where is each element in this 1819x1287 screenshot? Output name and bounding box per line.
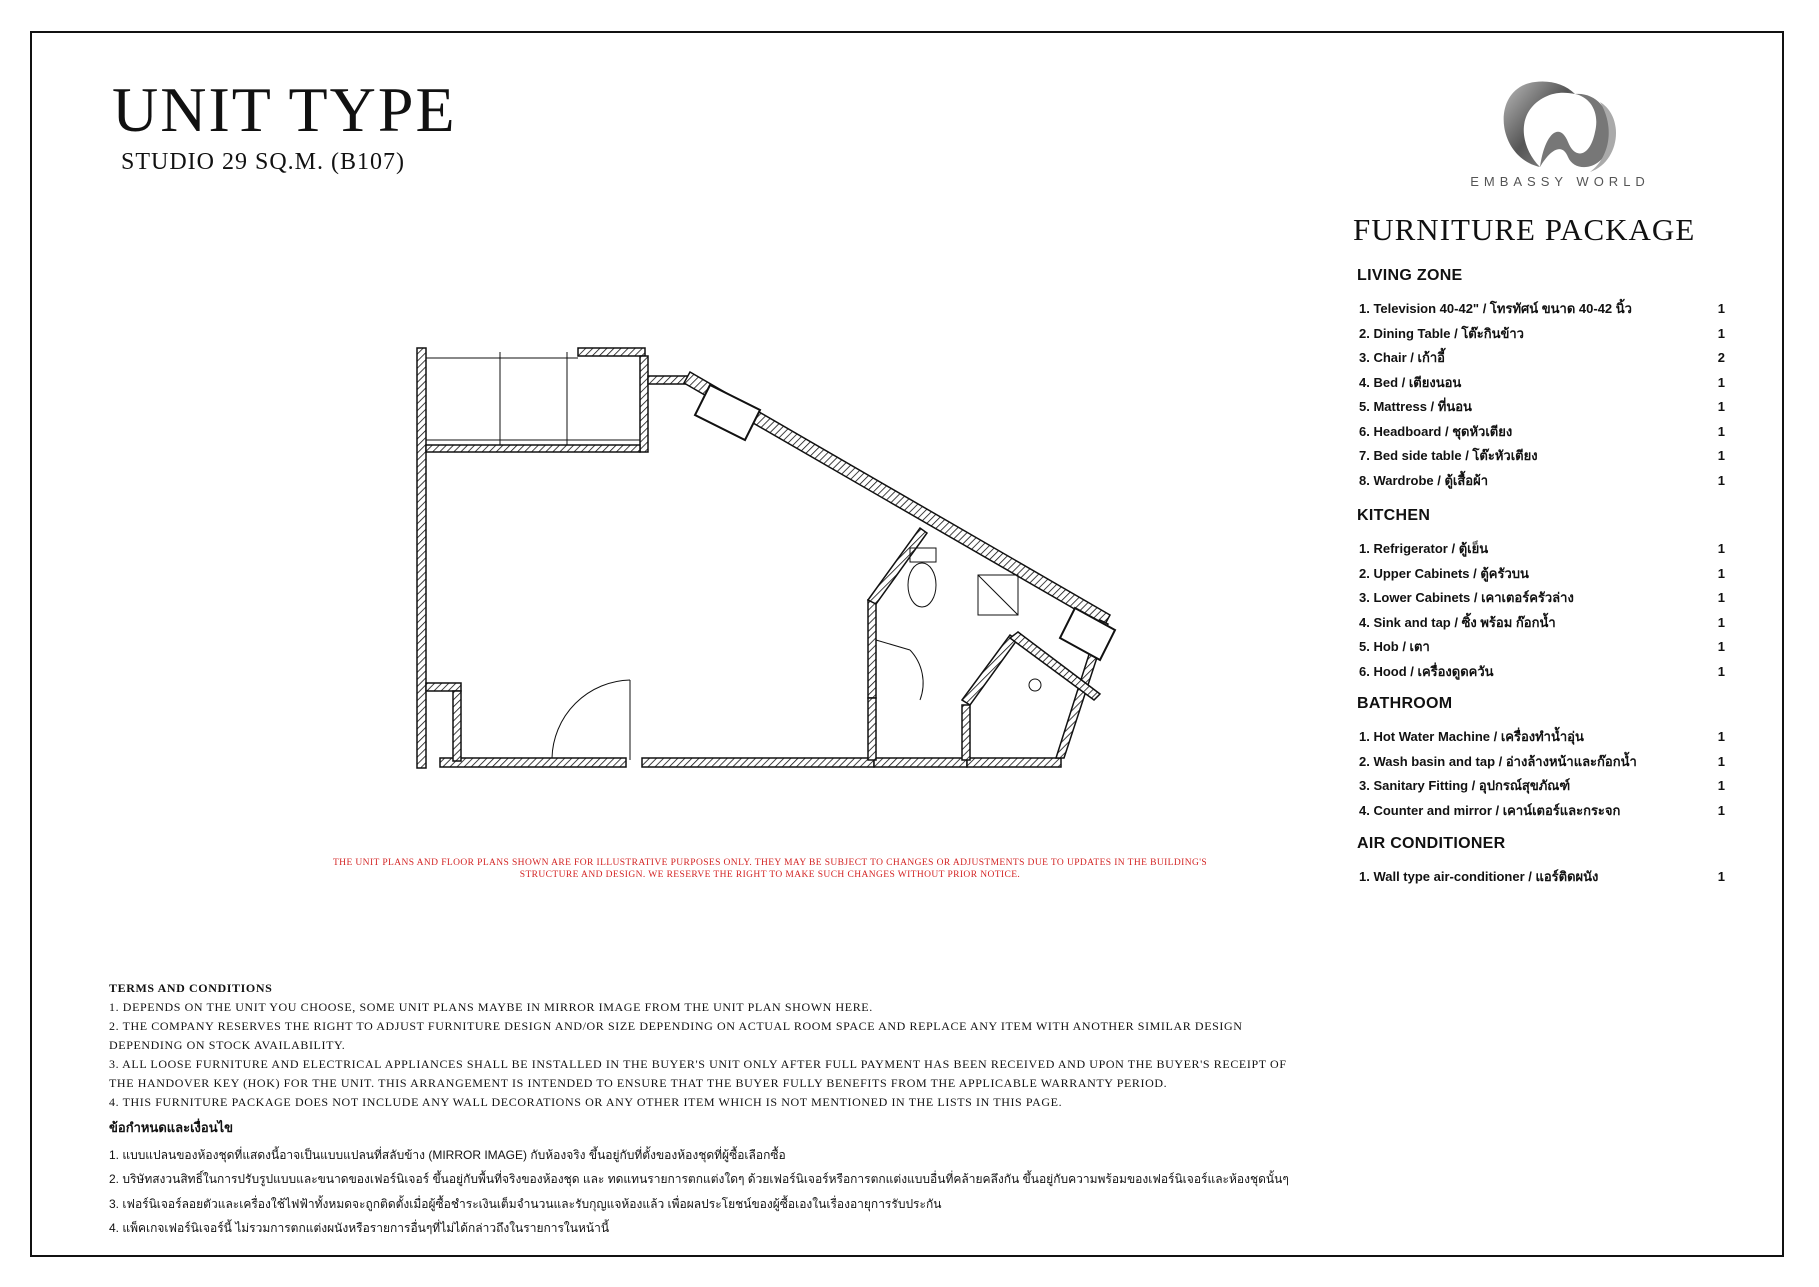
floor-plan-drawing (400, 330, 1160, 780)
terms-thai-item: 4. แพ็คเกจเฟอร์นิเจอร์นี้ ไม่รวมการตกแต่งผนังหรือรายการอื่นๆที่ไม่ได้กล่าวถึงในรายการในหน้านี้ (109, 1221, 610, 1235)
terms-item: 3. ALL LOOSE FURNITURE AND ELECTRICAL APPLIANCES SHALL BE INSTALLED IN THE BUYER'S UNIT ONLY AFTER FULL PAYMENT HAS BEEN RECEIVED AND UPON THE BUYER'S RECEIPT OF THE HANDOVER KEY (HOK) FOR THE UNIT. THIS ARRANGEMENT IS INTENDED TO ENSURE THAT THE BUYER FULLY BENEFITS FROM THE APPLICABLE WARRANTY PERIOD. (109, 1057, 1287, 1090)
logo-text: EMBASSY WORLD (1470, 174, 1650, 189)
terms-thai-heading: ข้อกำหนดและเงื่อนไข (109, 1120, 234, 1135)
unit-subtitle: STUDIO 29 SQ.M. (B107) (121, 149, 406, 175)
list-item: 2. Upper Cabinets / ตู้ครัวบน 1 (1359, 565, 1725, 581)
list-item: 6. Headboard / ชุดหัวเตียง 1 (1359, 423, 1725, 439)
list-item: 2. Wash basin and tap / อ่างล้างหน้าและก๊อกน้ำ 1 (1359, 753, 1725, 769)
list-item: 4. Counter and mirror / เคาน์เตอร์และกระจก 1 (1359, 802, 1725, 818)
terms-thai-item: 2. บริษัทสงวนสิทธิ์ในการปรับรูปแบบและขนาดของเฟอร์นิเจอร์ ขึ้นอยู่กับพื้นที่จริงของห้องชุด และ ทดแทนรายการตกแต่งใดๆ ด้วยเฟอร์นิเจอร์หรือการตกแต่งแบบอื่นที่คล้ายคลึงกัน ขึ้นอยู่กับความพร้อมของเฟอร์นิเจอร์และห้องชุดนั้นๆ (109, 1172, 1289, 1186)
kitchen-heading: KITCHEN (1357, 507, 1431, 524)
terms-thai-item: 1. แบบแปลนของห้องชุดที่แสดงนี้อาจเป็นแบบแปลนที่สลับข้าง (MIRROR IMAGE) กับห้องจริง ขึ้นอยู่กับที่ตั้งของห้องชุดที่ผู้ซื้อเลือกซื้อ (109, 1147, 786, 1162)
terms-item: 4. THIS FURNITURE PACKAGE DOES NOT INCLUDE ANY WALL DECORATIONS OR ANY OTHER ITEM WHICH IS NOT MENTIONED IN THE LISTS IN THIS PAGE. (109, 1095, 1063, 1109)
terms-thai (109, 1116, 1359, 1241)
list-item: 5. Hob / เตา 1 (1359, 639, 1725, 654)
list-item: 2. Dining Table / โต๊ะกินข้าว 1 (1359, 325, 1725, 341)
list-item: 3. Sanitary Fitting / อุปกรณ์สุขภัณฑ์ 1 (1359, 778, 1725, 793)
list-item: 5. Mattress / ที่นอน 1 (1359, 399, 1725, 414)
terms-thai-item: 3. เฟอร์นิเจอร์ลอยตัวและเครื่องใช้ไฟฟ้าทั้งหมดจะถูกติดตั้งเมื่อผู้ซื้อชำระเงินเต็มจำนวนและรับกุญแจห้องแล้ว เพื่อผลประโยชน์ของผู้ซื้อเองในเรื่องอายุการรับประกัน (109, 1196, 942, 1211)
air-conditioner-heading: AIR CONDITIONER (1357, 835, 1506, 852)
list-item: 7. Bed side table / โต๊ะหัวเตียง 1 (1359, 448, 1725, 463)
terms-and-conditions (109, 979, 1309, 1112)
bathroom-heading: BATHROOM (1357, 695, 1453, 712)
list-item: 8. Wardrobe / ตู้เสื้อผ้า 1 (1359, 472, 1725, 488)
list-item: 3. Chair / เก้าอี้ 2 (1359, 350, 1725, 365)
list-item: 1. Television 40-42" / โทรทัศน์ ขนาด 40-42 นิ้ว 1 (1359, 301, 1725, 316)
kitchen-section (1353, 507, 1733, 684)
terms-item: 2. THE COMPANY RESERVES THE RIGHT TO ADJUST FURNITURE DESIGN AND/OR SIZE DEPENDING ON ACTUAL ROOM SPACE AND REPLACE ANY ITEM WITH ANOTHER SIMILAR DESIGN DEPENDING ON STOCK AVAILABILITY. (109, 1019, 1243, 1052)
furniture-package-title: FURNITURE PACKAGE (1353, 212, 1696, 247)
list-item: 3. Lower Cabinets / เคาเตอร์ครัวล่าง 1 (1359, 590, 1725, 605)
air-conditioner-section (1353, 835, 1733, 890)
list-item: 4. Sink and tap / ซิ้ง พร้อม ก๊อกน้ำ 1 (1359, 614, 1725, 630)
list-item: 1. Hot Water Machine / เครื่องทำน้ำอุ่น 1 (1359, 729, 1725, 744)
living-zone-section (1353, 267, 1733, 493)
terms-heading: TERMS AND CONDITIONS (109, 981, 273, 995)
list-item: 6. Hood / เครื่องดูดควัน 1 (1359, 663, 1725, 679)
terms-item: 1. DEPENDS ON THE UNIT YOU CHOOSE, SOME UNIT PLANS MAYBE IN MIRROR IMAGE FROM THE UNIT PLAN SHOWN HERE. (109, 1000, 873, 1014)
disclaimer-note: THE UNIT PLANS AND FLOOR PLANS SHOWN ARE FOR ILLUSTRATIVE PURPOSES ONLY. THEY MAY BE SUBJECT TO CHANGES OR ADJUSTMENTS DUE TO UPDATES IN THE BUILDING'S STRUCTURE AND DESIGN. WE RESERVE THE RIGHT TO MAKE SUCH CHANGES WITHOUT PRIOR NOTICE. (332, 858, 1208, 880)
page-title: UNIT TYPE (112, 74, 457, 145)
bathroom-section (1353, 695, 1733, 823)
list-item: 1. Refrigerator / ตู้เย็น 1 (1359, 541, 1725, 556)
list-item: 4. Bed / เตียงนอน 1 (1359, 374, 1725, 390)
list-item: 1. Wall type air-conditioner / แอร์ติดผนัง 1 (1359, 869, 1725, 884)
living-zone-heading: LIVING ZONE (1357, 267, 1463, 284)
